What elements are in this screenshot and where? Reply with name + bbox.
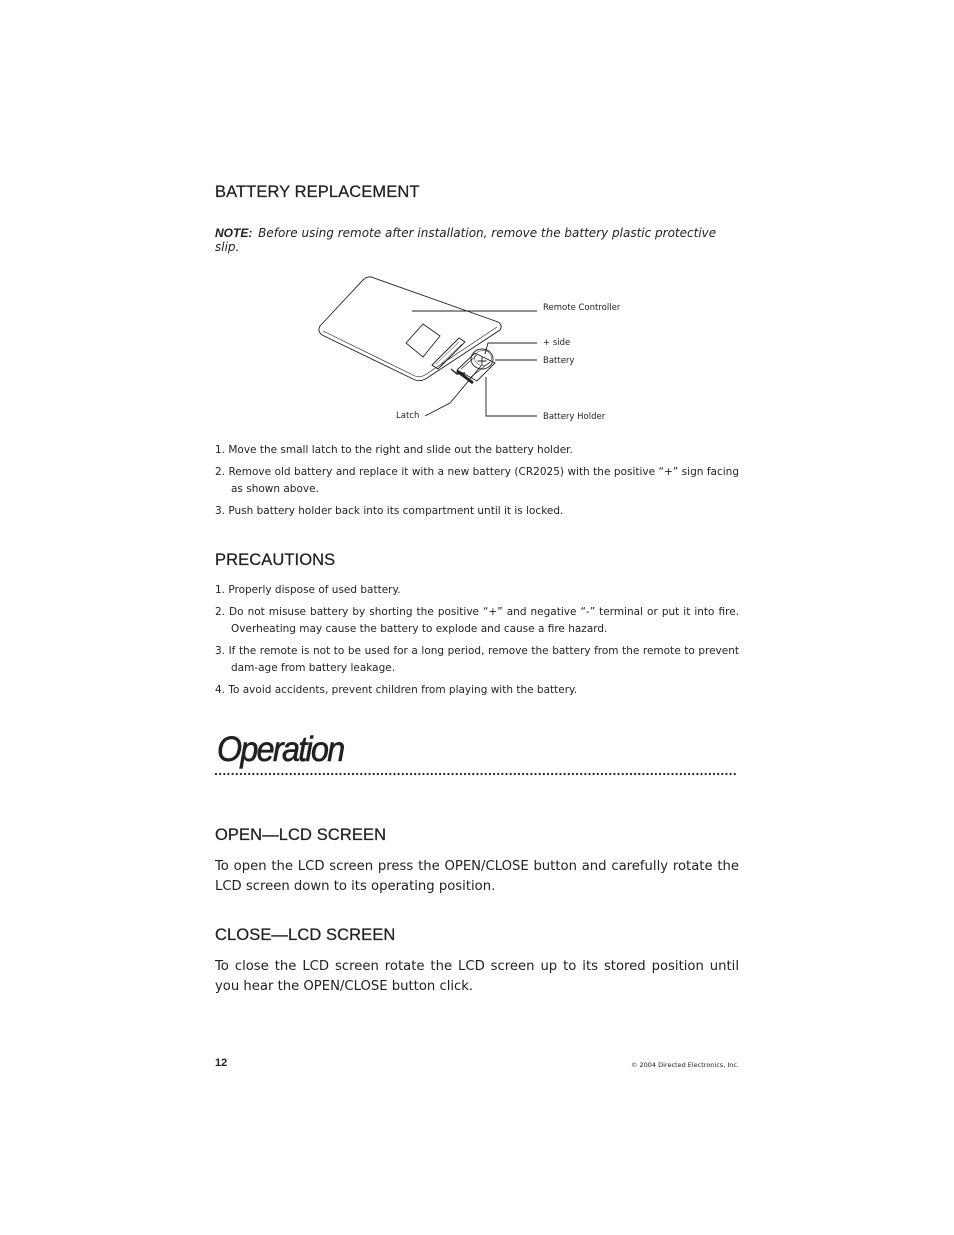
open-lcd-text: To open the LCD screen press the OPEN/CLOSE button and carefully rotate the LCD screen down to its operating position. [215, 859, 739, 894]
precautions-heading: PRECAUTIONS [215, 551, 336, 569]
battery-steps [215, 442, 739, 525]
battery-step: 3. Push battery holder back into its compartment until it is locked. [215, 505, 564, 517]
note-label: NOTE: [215, 226, 253, 240]
battery-step: 1. Move the small latch to the right and slide out the battery holder. [215, 444, 573, 456]
copyright-notice: © 2004 Directed Electronics, Inc. [630, 1061, 739, 1069]
note-text: Before using remote after installation, remove the battery plastic protective slip. [215, 226, 717, 254]
label-battery: Battery [543, 356, 575, 366]
close-lcd-heading: CLOSE—LCD SCREEN [215, 926, 396, 944]
battery-replacement-heading: BATTERY REPLACEMENT [215, 183, 420, 201]
battery-step: 2. Remove old battery and replace it with a new battery (CR2025) with the positive “+” sign facing as shown above. [215, 466, 739, 495]
precaution-item: 4. To avoid accidents, prevent children from playing with the battery. [215, 684, 578, 696]
precautions-list [215, 582, 739, 704]
label-remote-controller: Remote Controller [543, 303, 621, 313]
label-latch: Latch [396, 411, 420, 421]
operation-title: Operation [217, 730, 344, 769]
precaution-item: 1. Properly dispose of used battery. [215, 584, 401, 596]
precaution-item: 2. Do not misuse battery by shorting the positive “+” and negative “-” terminal or put it into fire. Overheating may cause the battery to explode and cause a fire hazard. [215, 606, 739, 635]
page-number: 12 [215, 1057, 228, 1069]
remote-window [406, 324, 440, 357]
manual-page [215, 0, 739, 1235]
label-plus-side: + side [543, 338, 571, 348]
open-lcd-heading: OPEN—LCD SCREEN [215, 826, 387, 844]
battery-diagram [305, 270, 665, 430]
precaution-item: 3. If the remote is not to be used for a long period, remove the battery from the remote to prevent dam-age from battery leakage. [215, 645, 739, 674]
label-battery-holder: Battery Holder [543, 412, 606, 422]
dotted-rule [215, 772, 739, 776]
close-lcd-text: To close the LCD screen rotate the LCD screen up to its stored position until you hear the OPEN/CLOSE button click. [215, 959, 739, 994]
battery-note [215, 226, 739, 254]
